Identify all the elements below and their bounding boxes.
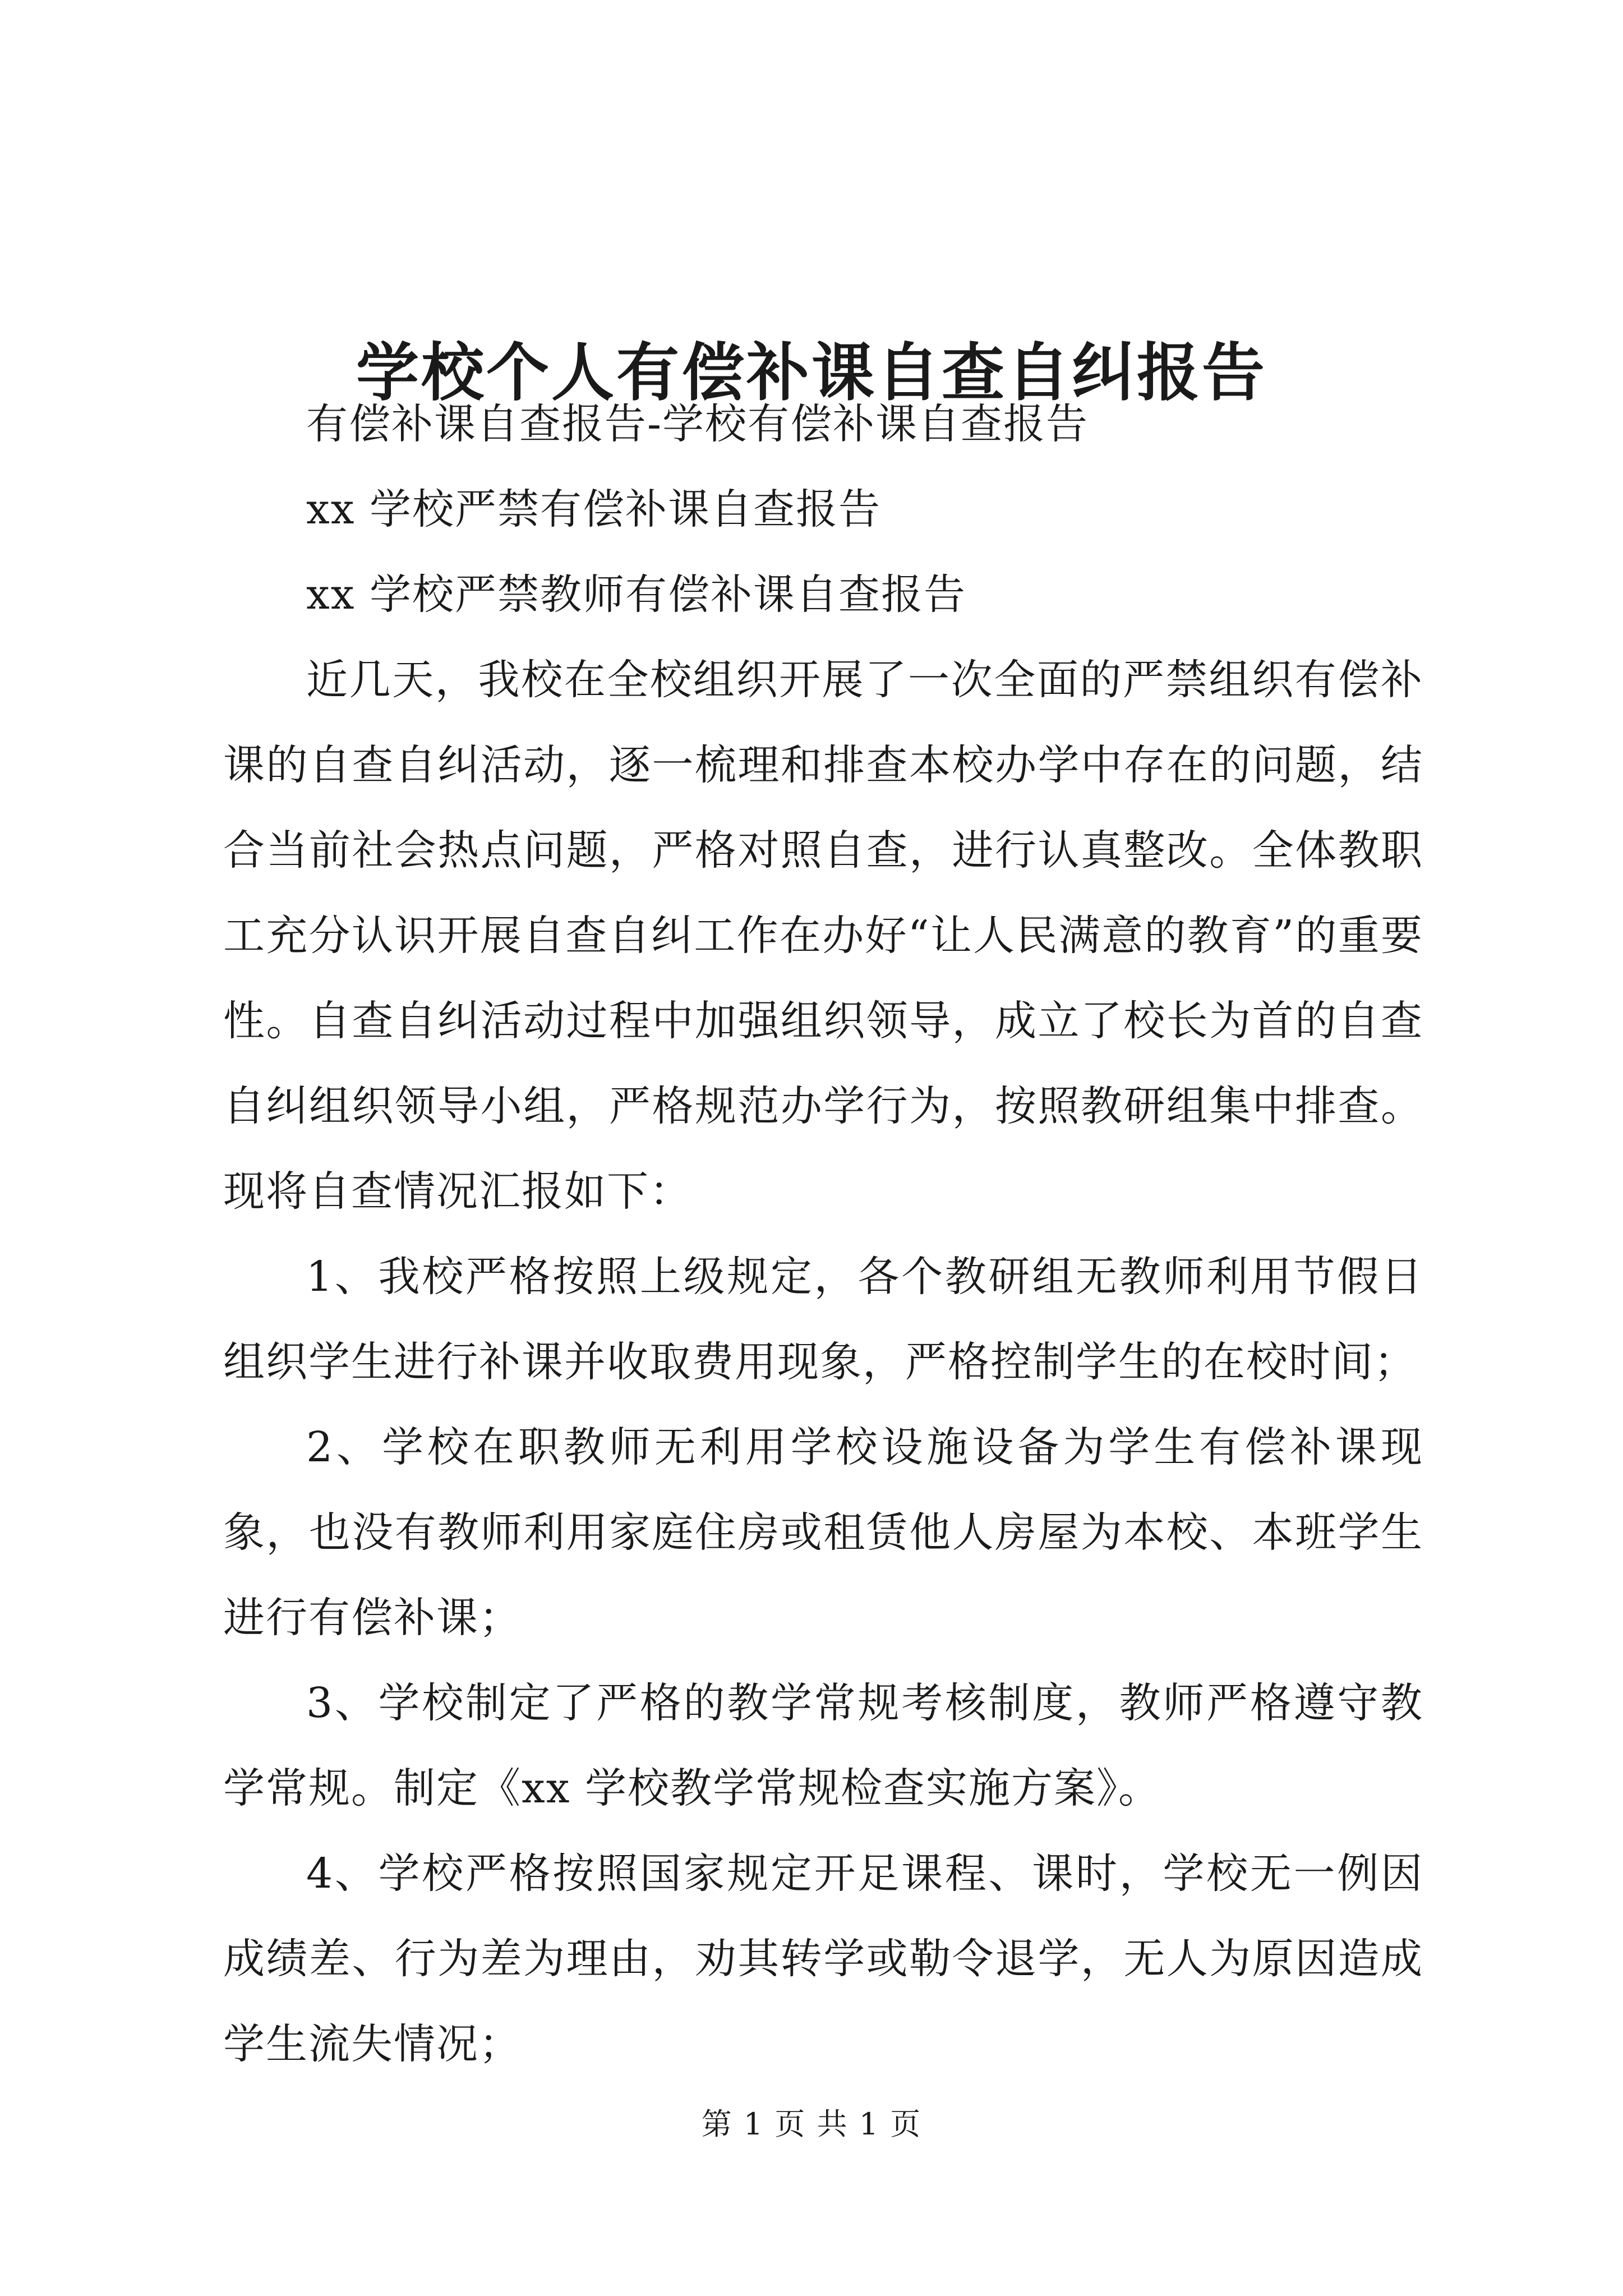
paragraph: 近几天，我校在全校组织开展了一次全面的严禁组织有偿补课的自查自纠活动，逐一梳理和排查本校办学中存在的问题，结合当前社会热点问题，严格对照自查，进行认真整改。全体教职工充分认识开展自查自纠工作在办好“让人民满意的教育”的重要性。自查自纠活动过程中加强组织领导，成立了校长为首的自查自纠组织领导小组，严格规范办学行为，按照教研组集中排查。现将自查情况汇报如下： — [223, 656, 1423, 1216]
document-body — [223, 381, 1423, 2087]
paragraph: xx 学校严禁有偿补课自查报告 — [306, 485, 881, 533]
paragraph: 3、学校制定了严格的教学常规考核制度，教师严格遵守教学常规。制定《xx 学校教学常规检查实施方案》。 — [223, 1679, 1423, 1812]
page-footer: 第 1 页 共 1 页 — [701, 2106, 922, 2142]
paragraph: 1、我校严格按照上级规定，各个教研组无教师利用节假日组织学生进行补课并收取费用现象，严格控制学生的在校时间； — [223, 1253, 1423, 1386]
paragraph: 2、学校在职教师无利用学校设施设备为学生有偿补课现象，也没有教师利用家庭住房或租赁他人房屋为本校、本班学生进行有偿补课； — [223, 1423, 1423, 1642]
paragraph: xx 学校严禁教师有偿补课自查报告 — [306, 570, 966, 619]
paragraph: 有偿补课自查报告-学校有偿补课自查报告 — [306, 400, 1089, 448]
paragraph: 4、学校严格按照国家规定开足课程、课时，学校无一例因成绩差、行为差为理由，劝其转学或勒令退学，无人为原因造成学生流失情况； — [223, 1849, 1423, 2068]
document-title: 学校个人有偿补课自查自纠报告 — [356, 336, 1267, 410]
